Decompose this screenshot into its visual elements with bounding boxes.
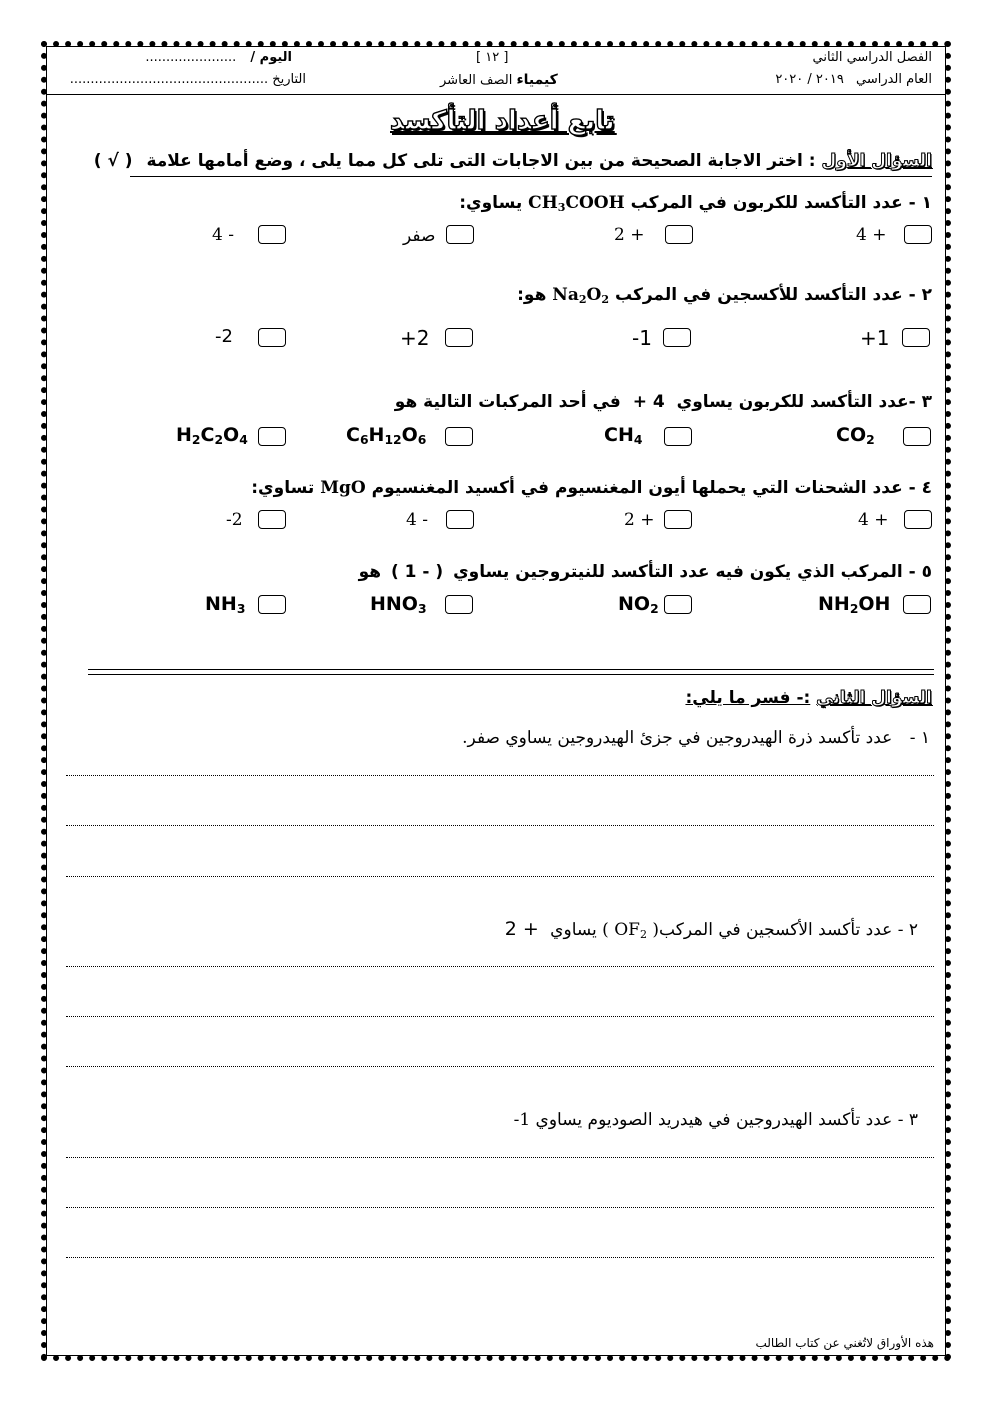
q1-item5-option2: $NO_2$ (618, 593, 659, 617)
footer-note: هذه الأوراق لاتُغني عن كتاب الطالب (755, 1336, 934, 1350)
q1-item2-formula: $Na_2O_2$ (552, 285, 610, 306)
q1-item2-option3: +2 (400, 326, 430, 350)
q1-item2-option3-checkbox[interactable] (445, 328, 473, 347)
q1-item5-option4-checkbox[interactable] (258, 595, 286, 614)
q1-item4-option2: 2 + (624, 510, 655, 530)
day-field (145, 50, 292, 65)
q1-item1-option4: 4 - (212, 225, 234, 245)
q2-item2-answer-line1[interactable] (66, 966, 934, 967)
q2-item2: ٢ - عدد تأكسد الأكسجين في المركب( $OF_2$ ) يساوي 2 + (504, 918, 918, 941)
q2-item2-answer-line2[interactable] (66, 1016, 934, 1017)
q1-item3-value: + 4 (632, 392, 665, 412)
q1-item5-option1: $NH_2OH$ (818, 593, 891, 617)
academic-year-label: العام الدراسي (855, 72, 932, 87)
semester: الفصل الدراسي الثاني (812, 50, 932, 65)
day-dots: ...................... (145, 50, 237, 65)
q1-item2-option4-checkbox[interactable] (258, 328, 286, 347)
q2-item2-formula: ( $OF_2$ ) (602, 920, 660, 941)
q1-item4-option4: -2 (226, 510, 243, 530)
q1-item2-option1-checkbox[interactable] (902, 328, 930, 347)
q1-item3-stem: ٣ -عدد التأكسد للكربون يساوي + 4 في أحد المركبات التالية هو (394, 392, 932, 412)
q1-item1-option1: 4 + (856, 225, 887, 245)
q2-item1-answer-line2[interactable] (66, 825, 934, 826)
q2-item2-value: 2 + (504, 918, 539, 940)
date-label: التاريخ (272, 72, 306, 87)
question1-heading (94, 151, 932, 171)
q2-item3-answer-line1[interactable] (66, 1157, 934, 1158)
q1-item3-option1-checkbox[interactable] (903, 427, 931, 446)
q2-item3-answer-line3[interactable] (66, 1257, 934, 1258)
day-label: اليوم / (250, 50, 292, 65)
question2-instruction: :- فسر ما يلي: (685, 688, 811, 708)
q2-item1-answer-line3[interactable] (66, 876, 934, 877)
q2-item2-answer-line3[interactable] (66, 1066, 934, 1067)
q1-item5-value: ( 1 - ) (390, 562, 444, 582)
q1-item4-option3-checkbox[interactable] (446, 510, 474, 529)
q2-item1-answer-line1[interactable] (66, 775, 934, 776)
subject-line (440, 72, 558, 88)
q1-item3-option3: $C_6H_{12}O_6$ (346, 424, 427, 448)
section-divider (88, 669, 934, 675)
q1-item5-option1-checkbox[interactable] (903, 595, 931, 614)
date-dots: ................................................ (69, 72, 269, 87)
q1-item3-option4-checkbox[interactable] (258, 427, 286, 446)
q1-item4-option1: 4 + (858, 510, 889, 530)
q1-item1-option4-checkbox[interactable] (258, 225, 286, 244)
q1-item1-option1-checkbox[interactable] (904, 225, 932, 244)
q1-item5-option2-checkbox[interactable] (664, 595, 692, 614)
q2-item1: ١ - عدد تأكسد ذرة الهيدروجين في جزئ الهيدروجين يساوي صفر. (462, 728, 930, 748)
question1-mark: ( √ ) (93, 151, 133, 171)
question1-instruction: : اختر الاجابة الصحيحة من بين الاجابات التى تلى كل مما يلى ، وضع أمامها علامة (146, 151, 816, 171)
q1-item2-option4: -2 (215, 326, 233, 347)
q1-item1-option2: 2 + (614, 225, 645, 245)
q1-item2-option2: -1 (632, 326, 652, 350)
date-field (70, 72, 306, 87)
q1-item1-option2-checkbox[interactable] (665, 225, 693, 244)
question2-label: السؤال الثاني (816, 688, 932, 708)
q1-item1-stem: ١ - عدد التأكسد للكربون في المركب $CH_3COOH$ يساوي: (459, 193, 932, 214)
q1-item4-stem: ٤ - عدد الشحنات التي يحملها أيون المغنسيوم في أكسيد المغنسيوم MgO تساوي: (251, 478, 932, 498)
q1-item4-option1-checkbox[interactable] (904, 510, 932, 529)
q1-item3-option2: $CH_4$ (604, 424, 643, 448)
q1-item4-option2-checkbox[interactable] (664, 510, 692, 529)
q1-item1-option3-checkbox[interactable] (446, 225, 474, 244)
q1-item5-stem: ٥ - المركب الذي يكون فيه عدد التأكسد للنيتروجين يساوي ( 1 - ) هو (358, 562, 932, 582)
q1-item3-option2-checkbox[interactable] (664, 427, 692, 446)
q1-item1-formula: $CH_3COOH$ (528, 193, 625, 214)
q1-item4-option3: 4 - (406, 510, 428, 530)
q1-item2-stem: ٢ - عدد التأكسد للأكسجين في المركب $Na_2O_2$ هو: (517, 285, 932, 306)
q1-item4-option4-checkbox[interactable] (258, 510, 286, 529)
q1-item3-option3-checkbox[interactable] (445, 427, 473, 446)
academic-year-value: ٢٠١٩ / ٢٠٢٠ (775, 72, 844, 87)
q2-item3: ٣ - عدد تأكسد الهيدروجين في هيدريد الصوديوم يساوي 1- (513, 1110, 918, 1130)
q1-item1-option3: صفر (403, 226, 436, 246)
grade: الصف العاشر (440, 73, 513, 88)
q1-item2-option1: +1 (860, 326, 890, 350)
academic-year (775, 72, 932, 87)
q1-item5-option4: $NH_3$ (205, 593, 246, 617)
subject: كيمياء (516, 72, 558, 88)
q1-item5-option3: $HNO_3$ (370, 593, 427, 617)
question1-label: السؤال الأول (821, 151, 932, 171)
page-number: [ ١٢ ] (476, 50, 509, 65)
q1-item5-option3-checkbox[interactable] (445, 595, 473, 614)
q1-item4-formula: MgO (320, 478, 366, 498)
q1-item2-option2-checkbox[interactable] (663, 328, 691, 347)
q2-item3-answer-line2[interactable] (66, 1207, 934, 1208)
question1-underline (130, 176, 932, 177)
header-divider (46, 94, 946, 95)
question2-heading (685, 688, 932, 708)
page-title: تابع أعداد التأكسد (390, 106, 615, 136)
q1-item3-option1: $CO_2$ (836, 424, 875, 448)
q1-item3-option4: $H_2C_2O_4$ (176, 424, 248, 448)
